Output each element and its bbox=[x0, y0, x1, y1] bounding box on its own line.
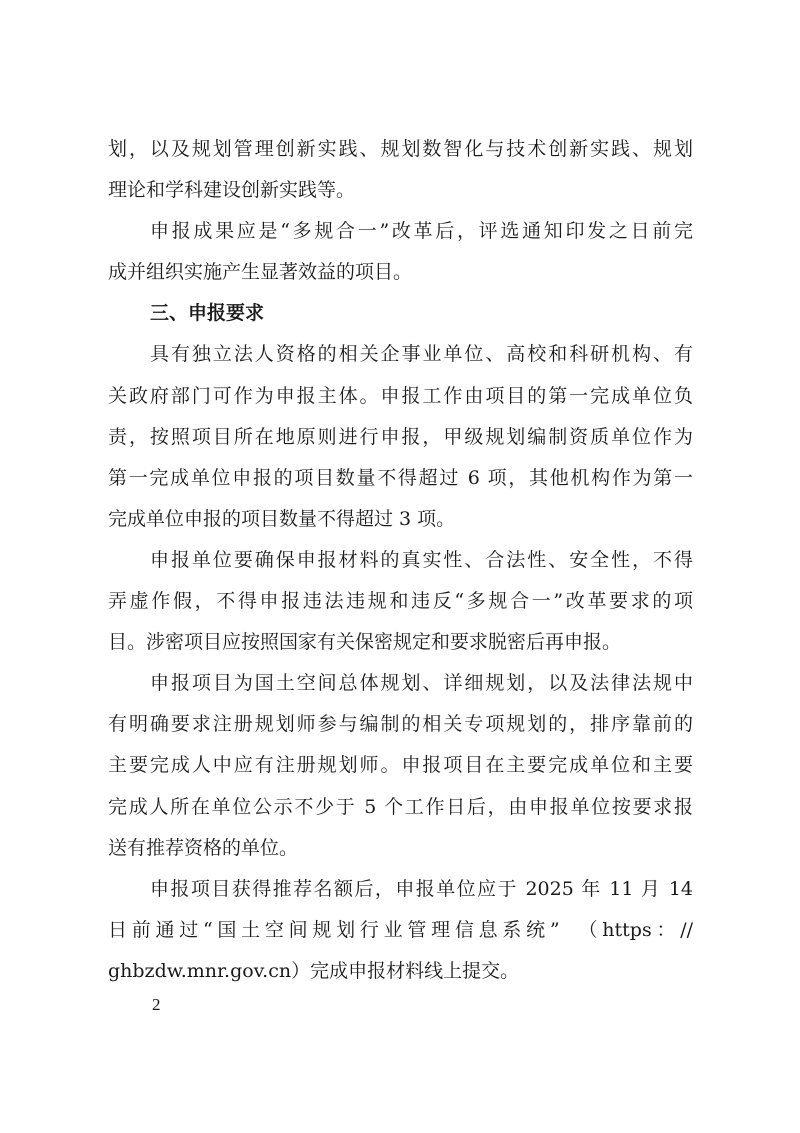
text-line: 弄虚作假，不得申报违法违规和违反“多规合一”改革要求的项 bbox=[108, 590, 693, 613]
text-line: 划，以及规划管理创新实践、规划数智化与技术创新实践、规划 bbox=[108, 138, 693, 160]
section-heading: 三、申报要求 bbox=[150, 302, 265, 325]
text-line: 日前通过“国土空间规划行业管理信息系统” （https：// bbox=[108, 918, 693, 941]
text-line: 成并组织实施产生显著效益的项目。 bbox=[108, 261, 413, 284]
text-line: 理论和学科建设创新实践等。 bbox=[108, 179, 356, 202]
text-line: 有明确要求注册规划师参与编制的相关专项规划的，排序靠前的 bbox=[108, 713, 693, 736]
text-line: 送有推荐资格的单位。 bbox=[108, 836, 299, 859]
text-line: 完成单位申报的项目数量不得超过 3 项。 bbox=[108, 507, 456, 530]
text-line: 申报项目为国土空间总体规划、详细规划，以及法律法规中 bbox=[150, 672, 693, 695]
text-line: 申报单位要确保申报材料的真实性、合法性、安全性，不得 bbox=[150, 548, 693, 571]
text-line: 主要完成人中应有注册规划师。申报项目在主要完成单位和主要 bbox=[108, 754, 693, 777]
text-line: 具有独立法人资格的相关企事业单位、高校和科研机构、有 bbox=[150, 343, 693, 366]
document-body bbox=[108, 129, 693, 992]
text-line: ghbzdw.mnr.gov.cn）完成申报材料线上提交。 bbox=[108, 959, 520, 982]
text-line: 申报项目获得推荐名额后，申报单位应于 2025 年 11 月 14 bbox=[150, 877, 693, 900]
page-number: 2 bbox=[152, 995, 161, 1014]
text-line: 关政府部门可作为申报主体。申报工作由项目的第一完成单位负 bbox=[108, 384, 693, 407]
text-line: 申报成果应是“多规合一”改革后，评选通知印发之日前完 bbox=[150, 220, 693, 243]
text-line: 第一完成单位申报的项目数量不得超过 6 项，其他机构作为第一 bbox=[108, 466, 693, 489]
text-line: 责，按照项目所在地原则进行申报，甲级规划编制资质单位作为 bbox=[108, 425, 693, 448]
text-line: 目。涉密项目应按照国家有关保密规定和要求脱密后再申报。 bbox=[108, 631, 622, 654]
text-line: 完成人所在单位公示不少于 5 个工作日后，由申报单位按要求报 bbox=[108, 795, 693, 818]
